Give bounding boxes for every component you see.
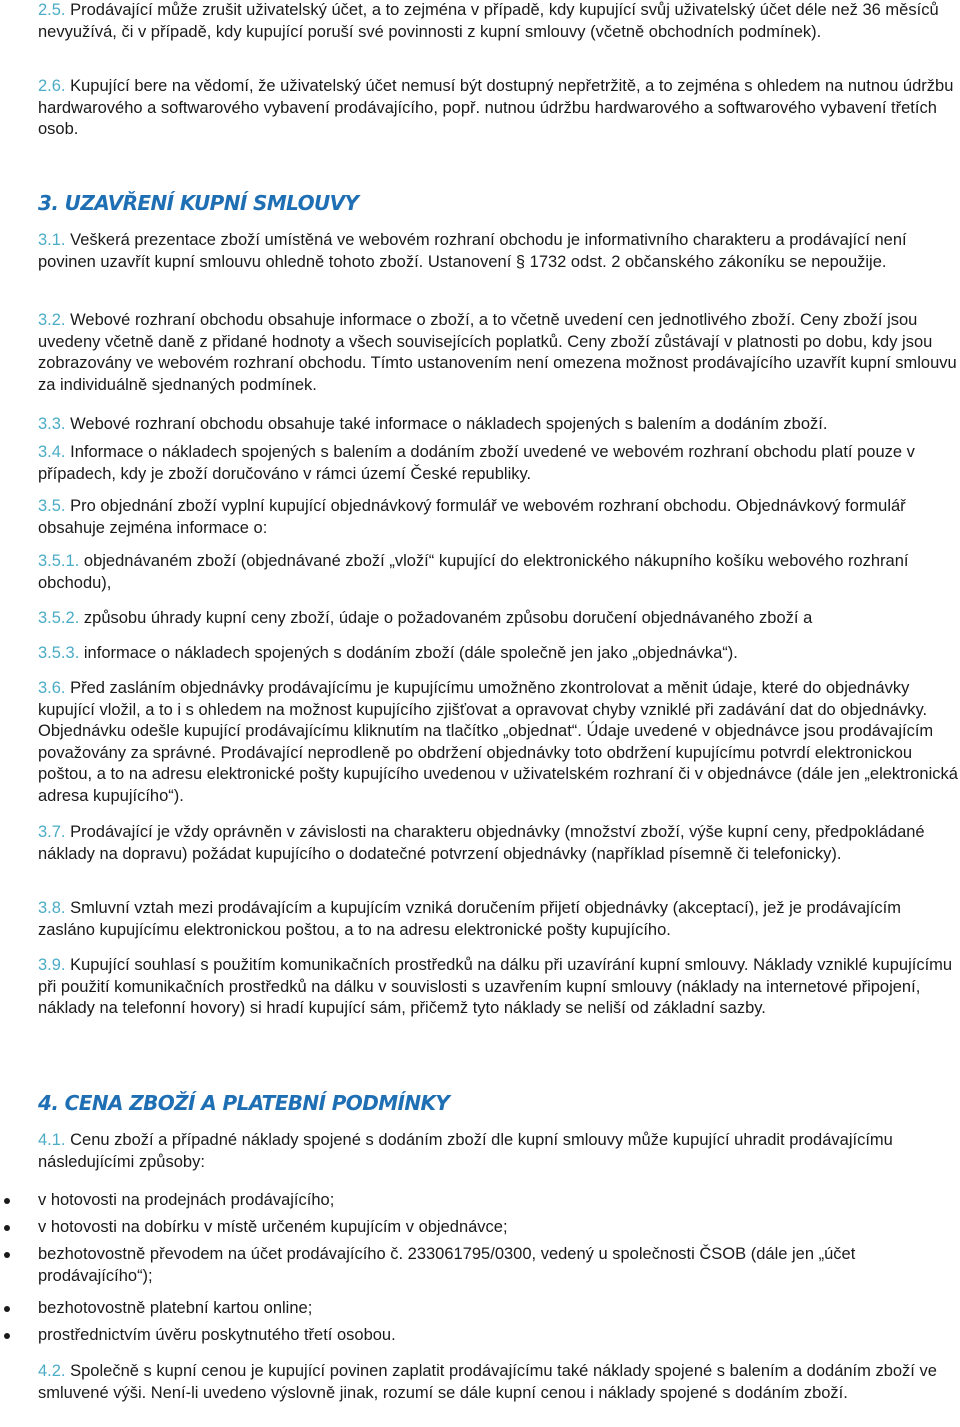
- paragraph-3-5-2: [38, 608, 960, 630]
- paragraph-text: Webové rozhraní obchodu obsahuje také informace o nákladech spojených s balením a dodáním zboží.: [70, 415, 828, 433]
- paragraph-3-7: [38, 822, 960, 865]
- bullet-item: [38, 1325, 960, 1347]
- paragraph-text: Pro objednání zboží vyplní kupující objednávkový formulář ve webovém rozhraní obchodu. Objednávkový formulář obsahuje zejména informace o:: [38, 497, 906, 537]
- paragraph-3-5-1: [38, 551, 960, 594]
- bullet-item: [38, 1298, 960, 1320]
- paragraph-text: Webové rozhraní obchodu obsahuje informace o zboží, a to včetně uvedení cen jednotlivého zboží. Ceny zboží jsou uvedeny včetně daně z přidané hodnoty a všech souvisejících poplatků. Ceny zboží zůstávají v platnosti po dobu, kdy jsou zobrazovány ve webovém rozhraní obchodu. Tímto ustanovením není omezena možnost prodávajícího uzavřít kupní smlouvu za individuálně sjednaných podmínek.: [38, 311, 957, 394]
- paragraph-2-6: [38, 76, 960, 141]
- paragraph-number: 2.5.: [38, 1, 66, 19]
- paragraph-text: Společně s kupní cenou je kupující povinen zaplatit prodávajícímu také náklady spojené s balením a dodáním zboží ve smluvené výši. Není-li uvedeno výslovně jinak, rozumí se dále kupní cenou i náklady spojené s dodáním zboží.: [38, 1362, 937, 1402]
- paragraph-3-1: [38, 230, 960, 273]
- bullet-icon: [4, 1198, 10, 1204]
- paragraph-text: Kupující souhlasí s použitím komunikačních prostředků na dálku při uzavírání kupní smlouvy. Náklady vzniklé kupujícímu při použití komunikačních prostředků na dálku v souvislosti s uzavřením kupní smlouvy (náklady na internetové připojení, náklady na telefonní hovory) si hradí kupující sám, přičemž tyto náklady se neliší od základní sazby.: [38, 956, 953, 1017]
- paragraph-text: Informace o nákladech spojených s balením a dodáním zboží uvedené ve webovém rozhraní obchodu platí pouze v případech, kdy je zboží doručováno v rámci území České republiky.: [38, 443, 915, 483]
- paragraph-3-5-3: [38, 643, 960, 665]
- paragraph-3-5: [38, 496, 960, 539]
- paragraph-text: Kupující bere na vědomí, že uživatelský účet nemusí být dostupný nepřetržitě, a to zejména s ohledem na nutnou údržbu hardwarového a softwarového vybavení prodávajícího, popř. nutnou údržbu hardwarového a softwarového vybavení třetích osob.: [38, 77, 954, 138]
- paragraph-text: způsobu úhrady kupní ceny zboží, údaje o požadovaném způsobu doručení objednávaného zboží a: [83, 609, 813, 627]
- bullet-icon: [4, 1333, 10, 1339]
- paragraph-3-4: [38, 442, 960, 485]
- bullet-text: bezhotovostně platební kartou online;: [38, 1299, 313, 1317]
- paragraph-number: 3.6.: [38, 679, 66, 697]
- paragraph-number: 3.3.: [38, 415, 66, 433]
- paragraph-number: 3.9.: [38, 956, 66, 974]
- bullet-text: bezhotovostně převodem na účet prodávajícího č. 233061795/0300, vedený u společnosti ČSOB (dále jen „účet prodávajícího“);: [38, 1245, 856, 1285]
- paragraph-3-3: [38, 414, 960, 436]
- bullet-item: [38, 1190, 960, 1212]
- paragraph-3-6: [38, 678, 960, 807]
- paragraph-4-2: [38, 1361, 960, 1404]
- bullet-text: prostřednictvím úvěru poskytnutého třetí osobou.: [38, 1326, 396, 1344]
- paragraph-text: Cenu zboží a případné náklady spojené s dodáním zboží dle kupní smlouvy může kupující uhradit prodávajícímu následujícími způsoby:: [38, 1131, 893, 1171]
- paragraph-3-9: [38, 955, 960, 1020]
- paragraph-text: Prodávající může zrušit uživatelský účet, a to zejména v případě, kdy kupující svůj uživatelský účet déle než 36 měsíců nevyužívá, či v případě, kdy kupující poruší své povinnosti z kupní smlouvy (včetně obchodních podmínek).: [38, 1, 939, 41]
- paragraph-number: 2.6.: [38, 77, 66, 95]
- paragraph-4-1: [38, 1130, 960, 1173]
- paragraph-number: 4.2.: [38, 1362, 66, 1380]
- paragraph-text: Před zasláním objednávky prodávajícímu je kupujícímu umožněno zkontrolovat a měnit údaje, které do objednávky kupující vložil, a to i s ohledem na možnost kupujícího zjišťovat a opravovat chyby vzniklé při zadávání dat do objednávky. Objednávku odešle kupující prodávajícímu kliknutím na tlačítko „objednat“. Údaje uvedené v objednávce jsou prodávajícím považovány za správné. Prodávající neprodleně po obdržení objednávky toto obdržení kupujícímu potvrdí elektronickou poštou, a to na adresu elektronické pošty kupujícího uvedenou v uživatelském rozhraní či v objednávce (dále jen „elektronická adresa kupujícího“).: [38, 679, 958, 805]
- paragraph-text: Veškerá prezentace zboží umístěná ve webovém rozhraní obchodu je informativního charakteru a prodávající není povinen uzavřít kupní smlouvu ohledně tohoto zboží. Ustanovení § 1732 odst. 2 občanského zákoníku se nepoužije.: [38, 231, 907, 271]
- paragraph-2-5: [38, 0, 960, 43]
- paragraph-text: objednávaném zboží (objednávané zboží „vloží“ kupující do elektronického nákupního košíku webového rozhraní obchodu),: [38, 552, 909, 592]
- paragraph-number: 3.4.: [38, 443, 66, 461]
- paragraph-3-2: [38, 310, 960, 396]
- paragraph-text: informace o nákladech spojených s dodáním zboží (dále společně jen jako „objednávka“).: [83, 644, 738, 662]
- paragraph-text: Smluvní vztah mezi prodávajícím a kupujícím vzniká doručením přijetí objednávky (akceptací), jež je prodávajícím zasláno kupujícímu elektronickou poštou, a to na adresu elektronické pošty kupujícího.: [38, 899, 901, 939]
- paragraph-3-8: [38, 898, 960, 941]
- bullet-icon: [4, 1225, 10, 1231]
- paragraph-number: 3.5.2.: [38, 609, 80, 627]
- bullet-text: v hotovosti na dobírku v místě určeném kupujícím v objednávce;: [38, 1218, 508, 1236]
- bullet-icon: [4, 1306, 10, 1312]
- bullet-item: [38, 1244, 960, 1287]
- bullet-item: [38, 1217, 960, 1239]
- paragraph-number: 3.8.: [38, 899, 66, 917]
- section-heading-3: 3. UZAVŘENÍ KUPNÍ SMLOUVY: [38, 191, 359, 215]
- paragraph-number: 4.1.: [38, 1131, 66, 1149]
- paragraph-number: 3.5.3.: [38, 644, 80, 662]
- bullet-icon: [4, 1252, 10, 1258]
- paragraph-number: 3.5.1.: [38, 552, 80, 570]
- paragraph-number: 3.7.: [38, 823, 66, 841]
- paragraph-number: 3.2.: [38, 311, 66, 329]
- section-heading-4: 4. CENA ZBOŽÍ A PLATEBNÍ PODMÍNKY: [38, 1091, 450, 1115]
- paragraph-number: 3.5.: [38, 497, 66, 515]
- bullet-text: v hotovosti na prodejnách prodávajícího;: [38, 1191, 335, 1209]
- paragraph-text: Prodávající je vždy oprávněn v závislosti na charakteru objednávky (množství zboží, výše kupní ceny, předpokládané náklady na dopravu) požádat kupujícího o dodatečné potvrzení objednávky (například písemně či telefonicky).: [38, 823, 925, 863]
- paragraph-number: 3.1.: [38, 231, 66, 249]
